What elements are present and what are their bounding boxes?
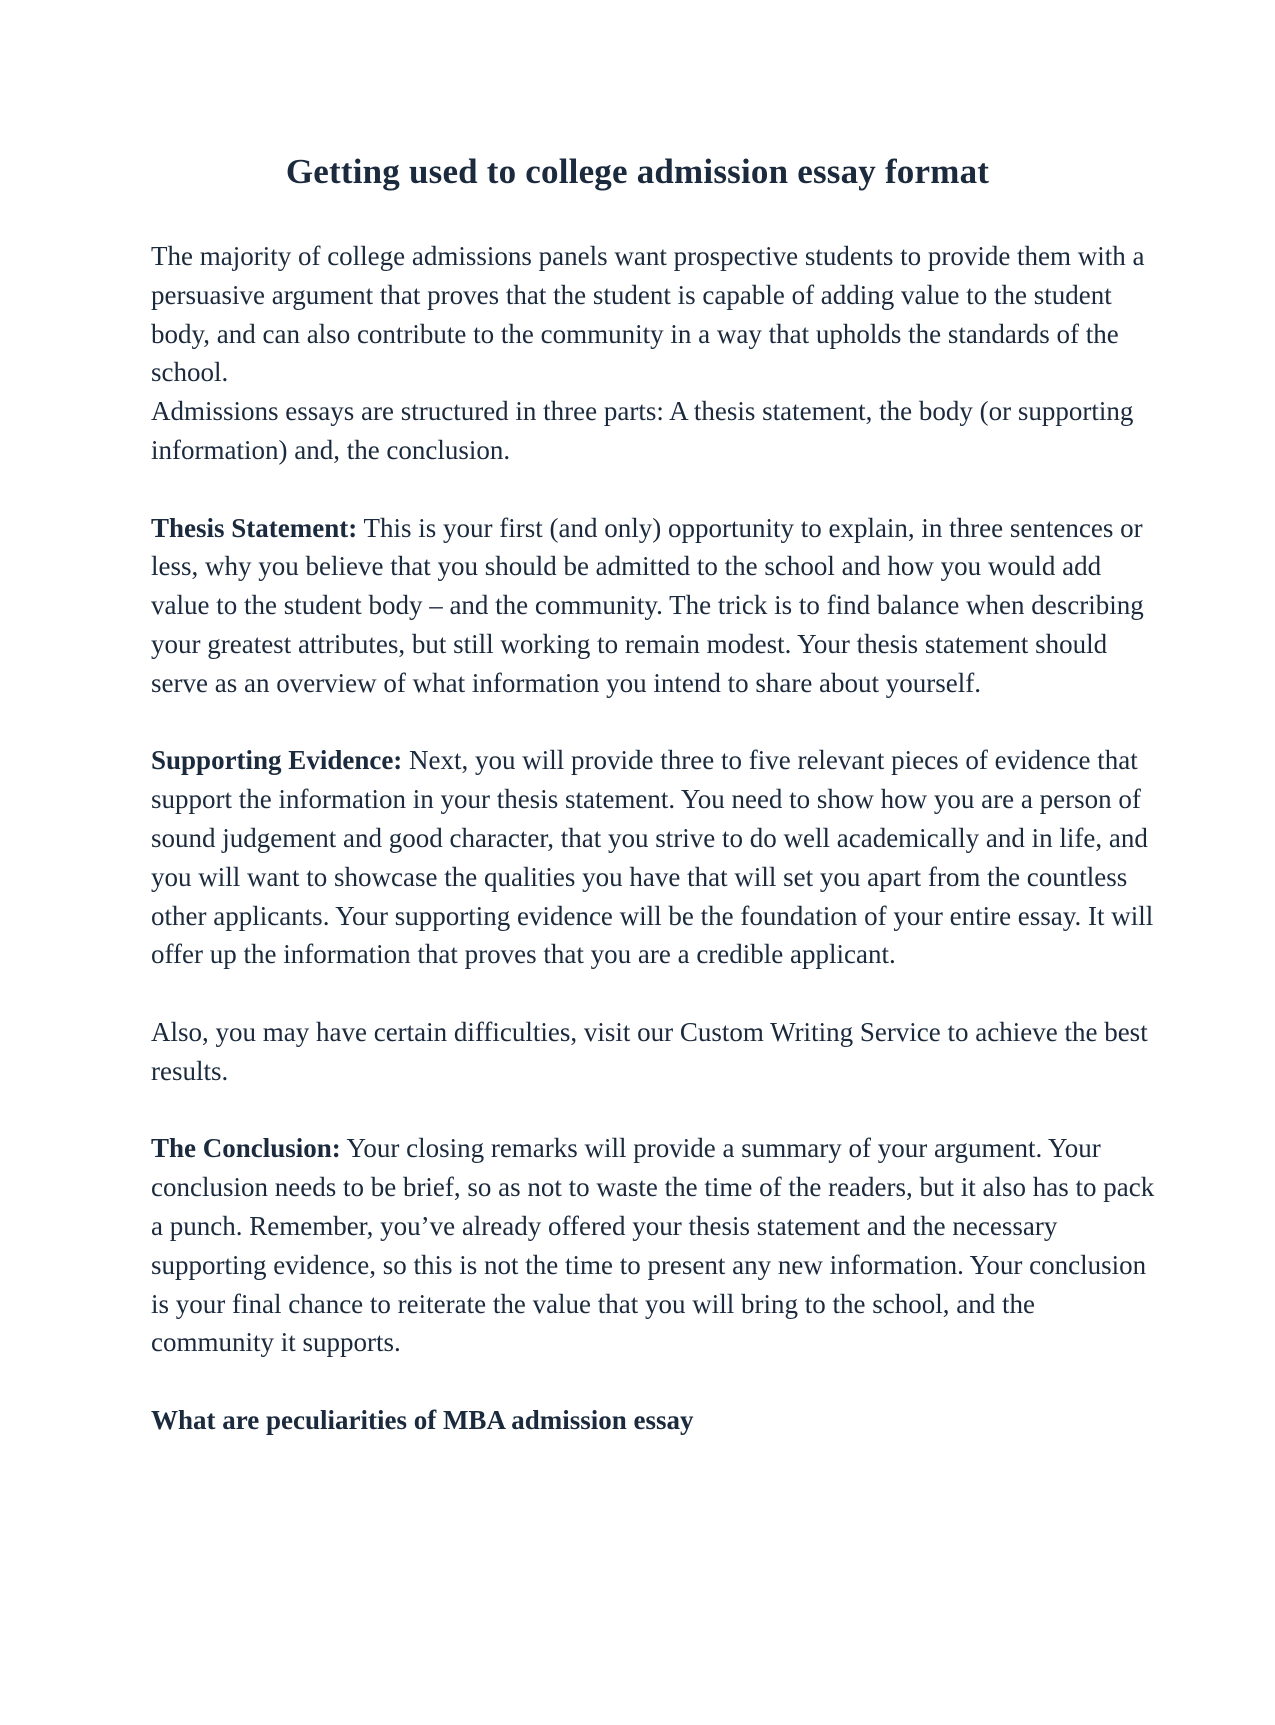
conclusion-paragraph <box>151 1129 1161 1362</box>
evidence-paragraph <box>151 741 1161 974</box>
evidence-text: Next, you will provide three to five relevant pieces of evidence that support the information in your thesis statement. You need to show how you are a person of sound judgement and good character, that you strive to do well academically and in life, and you will want to showcase the qualities you have that will set you apart from the countless other applicants. Your supporting evidence will be the foundation of your entire essay. It will offer up the information that proves that you are a credible applicant. <box>151 745 1154 970</box>
evidence-label: Supporting Evidence: <box>151 745 403 776</box>
structure-paragraph: Admissions essays are structured in three parts: A thesis statement, the body (or supporting information) and, the conclusion. <box>151 396 1134 465</box>
thesis-paragraph <box>151 509 1161 703</box>
paragraph-spacer <box>151 470 1161 509</box>
paragraph-spacer <box>151 1362 1161 1401</box>
paragraph-spacer <box>151 974 1161 1013</box>
thesis-label: Thesis Statement: <box>151 512 358 543</box>
conclusion-label: The Conclusion: <box>151 1133 341 1164</box>
paragraph-spacer <box>151 1091 1161 1130</box>
writing-service-paragraph: Also, you may have certain difficulties, visit our Custom Writing Service to achieve the best results. <box>151 1016 1148 1086</box>
mba-subheading: What are peculiarities of MBA admission essay <box>151 1404 694 1435</box>
thesis-text: This is your first (and only) opportunity to explain, in three sentences or less, why you believe that you should be admitted to the school and how you would add value to the student body – and the community. The trick is to find balance when describing your greatest attributes, but still working to remain modest. Your thesis statement should serve as an overview of what information you intend to share about yourself. <box>151 512 1144 698</box>
conclusion-text: Your closing remarks will provide a summary of your argument. Your conclusion needs to be brief, so as not to waste the time of the readers, but it also has to pack a punch. Remember, you’ve already offered your thesis statement and the necessary supporting evidence, so this is not the time to present any new information. Your conclusion is your final chance to reiterate the value that you will bring to the school, and the community it supports. <box>151 1133 1155 1358</box>
intro-paragraph: The majority of college admissions panels want prospective students to provide them with a persuasive argument that proves that the student is capable of adding value to the student body, and can also contribute to the community in a way that upholds the standards of the school. <box>151 241 1145 388</box>
document-title: Getting used to college admission essay format <box>285 152 990 191</box>
document-body <box>151 237 1161 1440</box>
paragraph-spacer <box>151 703 1161 742</box>
